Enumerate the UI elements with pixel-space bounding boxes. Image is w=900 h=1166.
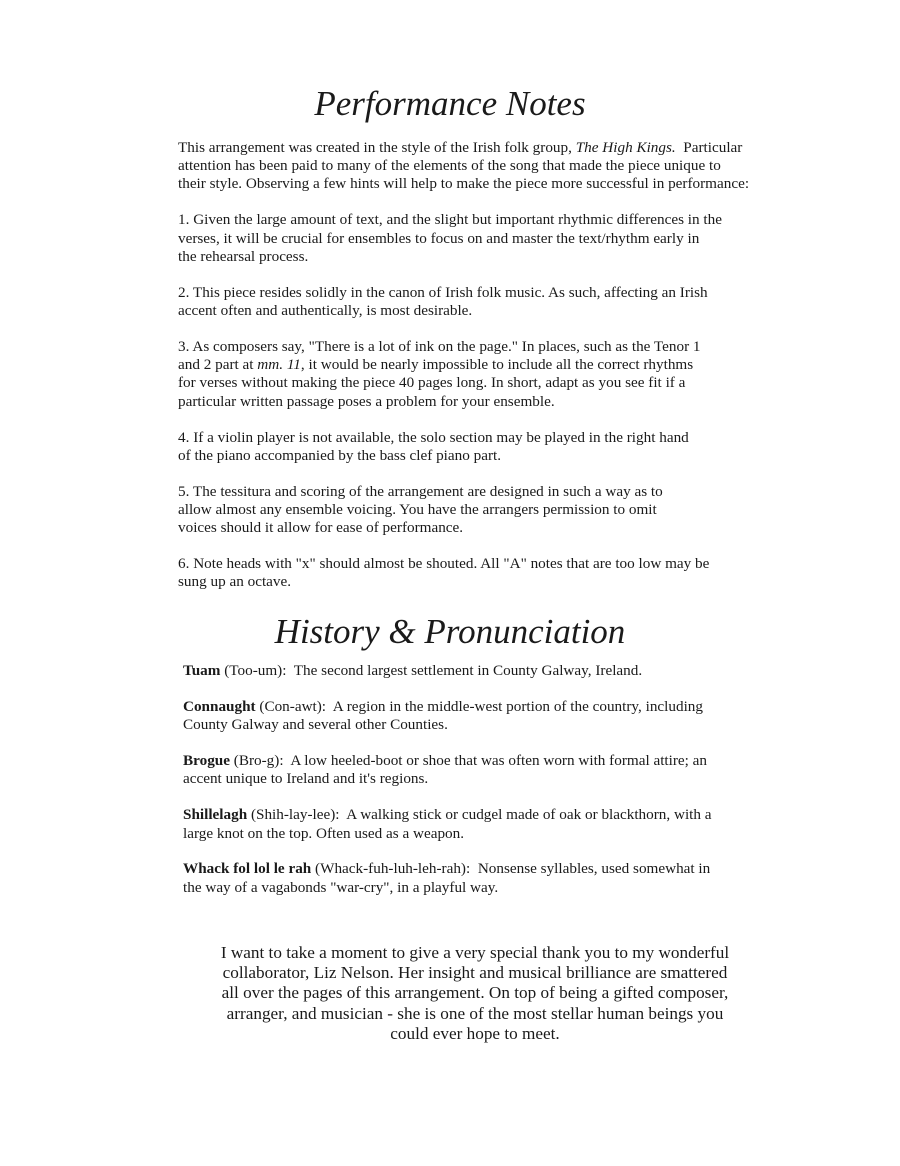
history-definition: large knot on the top. Often used as a weapon.: [183, 824, 465, 842]
history-definition: the way of a vagabonds "war-cry", in a playful way.: [183, 878, 499, 896]
history-entry-connaught: [183, 698, 783, 735]
note-line: of the piano accompanied by the bass clef piano part.: [178, 446, 502, 464]
note-line: 3. As composers say, "There is a lot of ink on the page." In places, such as the Tenor 1: [178, 338, 701, 356]
history-definition: A walking stick or cudgel made of oak or blackthorn, with a: [346, 805, 712, 823]
history-definition: Nonsense syllables, used somewhat in: [477, 860, 711, 878]
history-entry-brogue: [183, 752, 783, 789]
history-term: Shillelagh: [183, 805, 248, 823]
history-entry-tuam: [183, 662, 783, 681]
note-line: sung up an octave.: [178, 573, 292, 591]
acknowledgement-line: collaborator, Liz Nelson. Her insight and musical brilliance are smattered: [222, 963, 728, 983]
history-entry-whack-fol-lol: [183, 860, 783, 897]
note-line: allow almost any ensemble voicing. You have the arrangers permission to omit: [178, 501, 657, 519]
note-line: voices should it allow for ease of performance.: [178, 519, 464, 537]
group-name: The High Kings.: [575, 139, 676, 156]
note-line: particular written passage poses a problem for your ensemble.: [178, 392, 555, 410]
note-line: 4. If a violin player is not available, the solo section may be played in the right hand: [178, 428, 689, 446]
history-definition: The second largest settlement in County Galway, Ireland.: [293, 662, 643, 679]
note-line: 6. Note heads with "x" should almost be shouted. All "A" notes that are too low may be: [178, 555, 710, 573]
history-list: [183, 662, 783, 914]
intro-text: This arrangement was created in the style of the Irish folk group,: [178, 139, 576, 156]
performance-notes: [178, 139, 803, 609]
intro-paragraph: [178, 139, 803, 194]
history-pronunciation: (Bro-g):: [229, 751, 291, 769]
intro-line: their style. Observing a few hints will help to make the piece more successful in performance:: [178, 175, 750, 193]
note-5: [178, 483, 803, 538]
history-definition: accent unique to Ireland and it's regions.: [183, 770, 429, 788]
history-term: Connaught: [183, 697, 256, 715]
acknowledgement: [190, 943, 760, 1044]
history-definition: County Galway and several other Counties.: [183, 716, 448, 734]
note-line: accent often and authentically, is most desirable.: [178, 302, 473, 320]
history-entry-shillelagh: [183, 806, 783, 843]
history-pronunciation: (Con-awt):: [255, 697, 333, 715]
note-6: [178, 555, 803, 591]
note-line: for verses without making the piece 40 pages long. In short, adapt as you see fit if a: [178, 374, 686, 392]
acknowledgement-line: arranger, and musician - she is one of the most stellar human beings you: [226, 1003, 724, 1023]
history-pronunciation: (Shih-lay-lee):: [247, 805, 347, 823]
acknowledgement-line: could ever hope to meet.: [390, 1023, 560, 1043]
history-pronunciation: (Whack-fuh-luh-leh-rah):: [311, 860, 478, 878]
note-line: 2. This piece resides solidly in the canon of Irish folk music. As such, affecting an Irish: [178, 283, 708, 301]
note-line: , it would be nearly impossible to include all the correct rhythms: [300, 356, 694, 374]
history-pronunciation: (Too-um):: [220, 662, 294, 679]
history-definition: A region in the middle-west portion of the country, including: [332, 697, 703, 715]
note-line: verses, it will be crucial for ensembles to focus on and master the text/rhythm early in: [178, 229, 700, 247]
note-2: [178, 284, 803, 320]
note-1: [178, 211, 803, 266]
acknowledgement-line: all over the pages of this arrangement. On top of being a gifted composer,: [221, 983, 729, 1003]
note-line: and 2 part at: [178, 356, 258, 374]
note-4: [178, 429, 803, 465]
history-term: Tuam: [183, 662, 221, 679]
intro-line: attention has been paid to many of the elements of the song that made the piece unique to: [178, 157, 721, 175]
measure-ref: mm. 11: [257, 356, 301, 374]
history-term: Brogue: [183, 751, 230, 769]
history-term: Whack fol lol le rah: [183, 860, 312, 878]
history-title: History & Pronunciation: [274, 612, 626, 651]
note-line: 1. Given the large amount of text, and the slight but important rhythmic differences in the: [178, 211, 722, 229]
note-line: 5. The tessitura and scoring of the arrangement are designed in such a way as to: [178, 482, 663, 500]
note-line: the rehearsal process.: [178, 247, 309, 265]
intro-text-end: Particular: [675, 139, 743, 156]
note-3: [178, 338, 803, 411]
acknowledgement-line: I want to take a moment to give a very special thank you to my wonderful: [220, 943, 730, 962]
history-definition: A low heeled-boot or shoe that was often worn with formal attire; an: [290, 751, 708, 769]
page-title: Performance Notes: [314, 84, 586, 123]
